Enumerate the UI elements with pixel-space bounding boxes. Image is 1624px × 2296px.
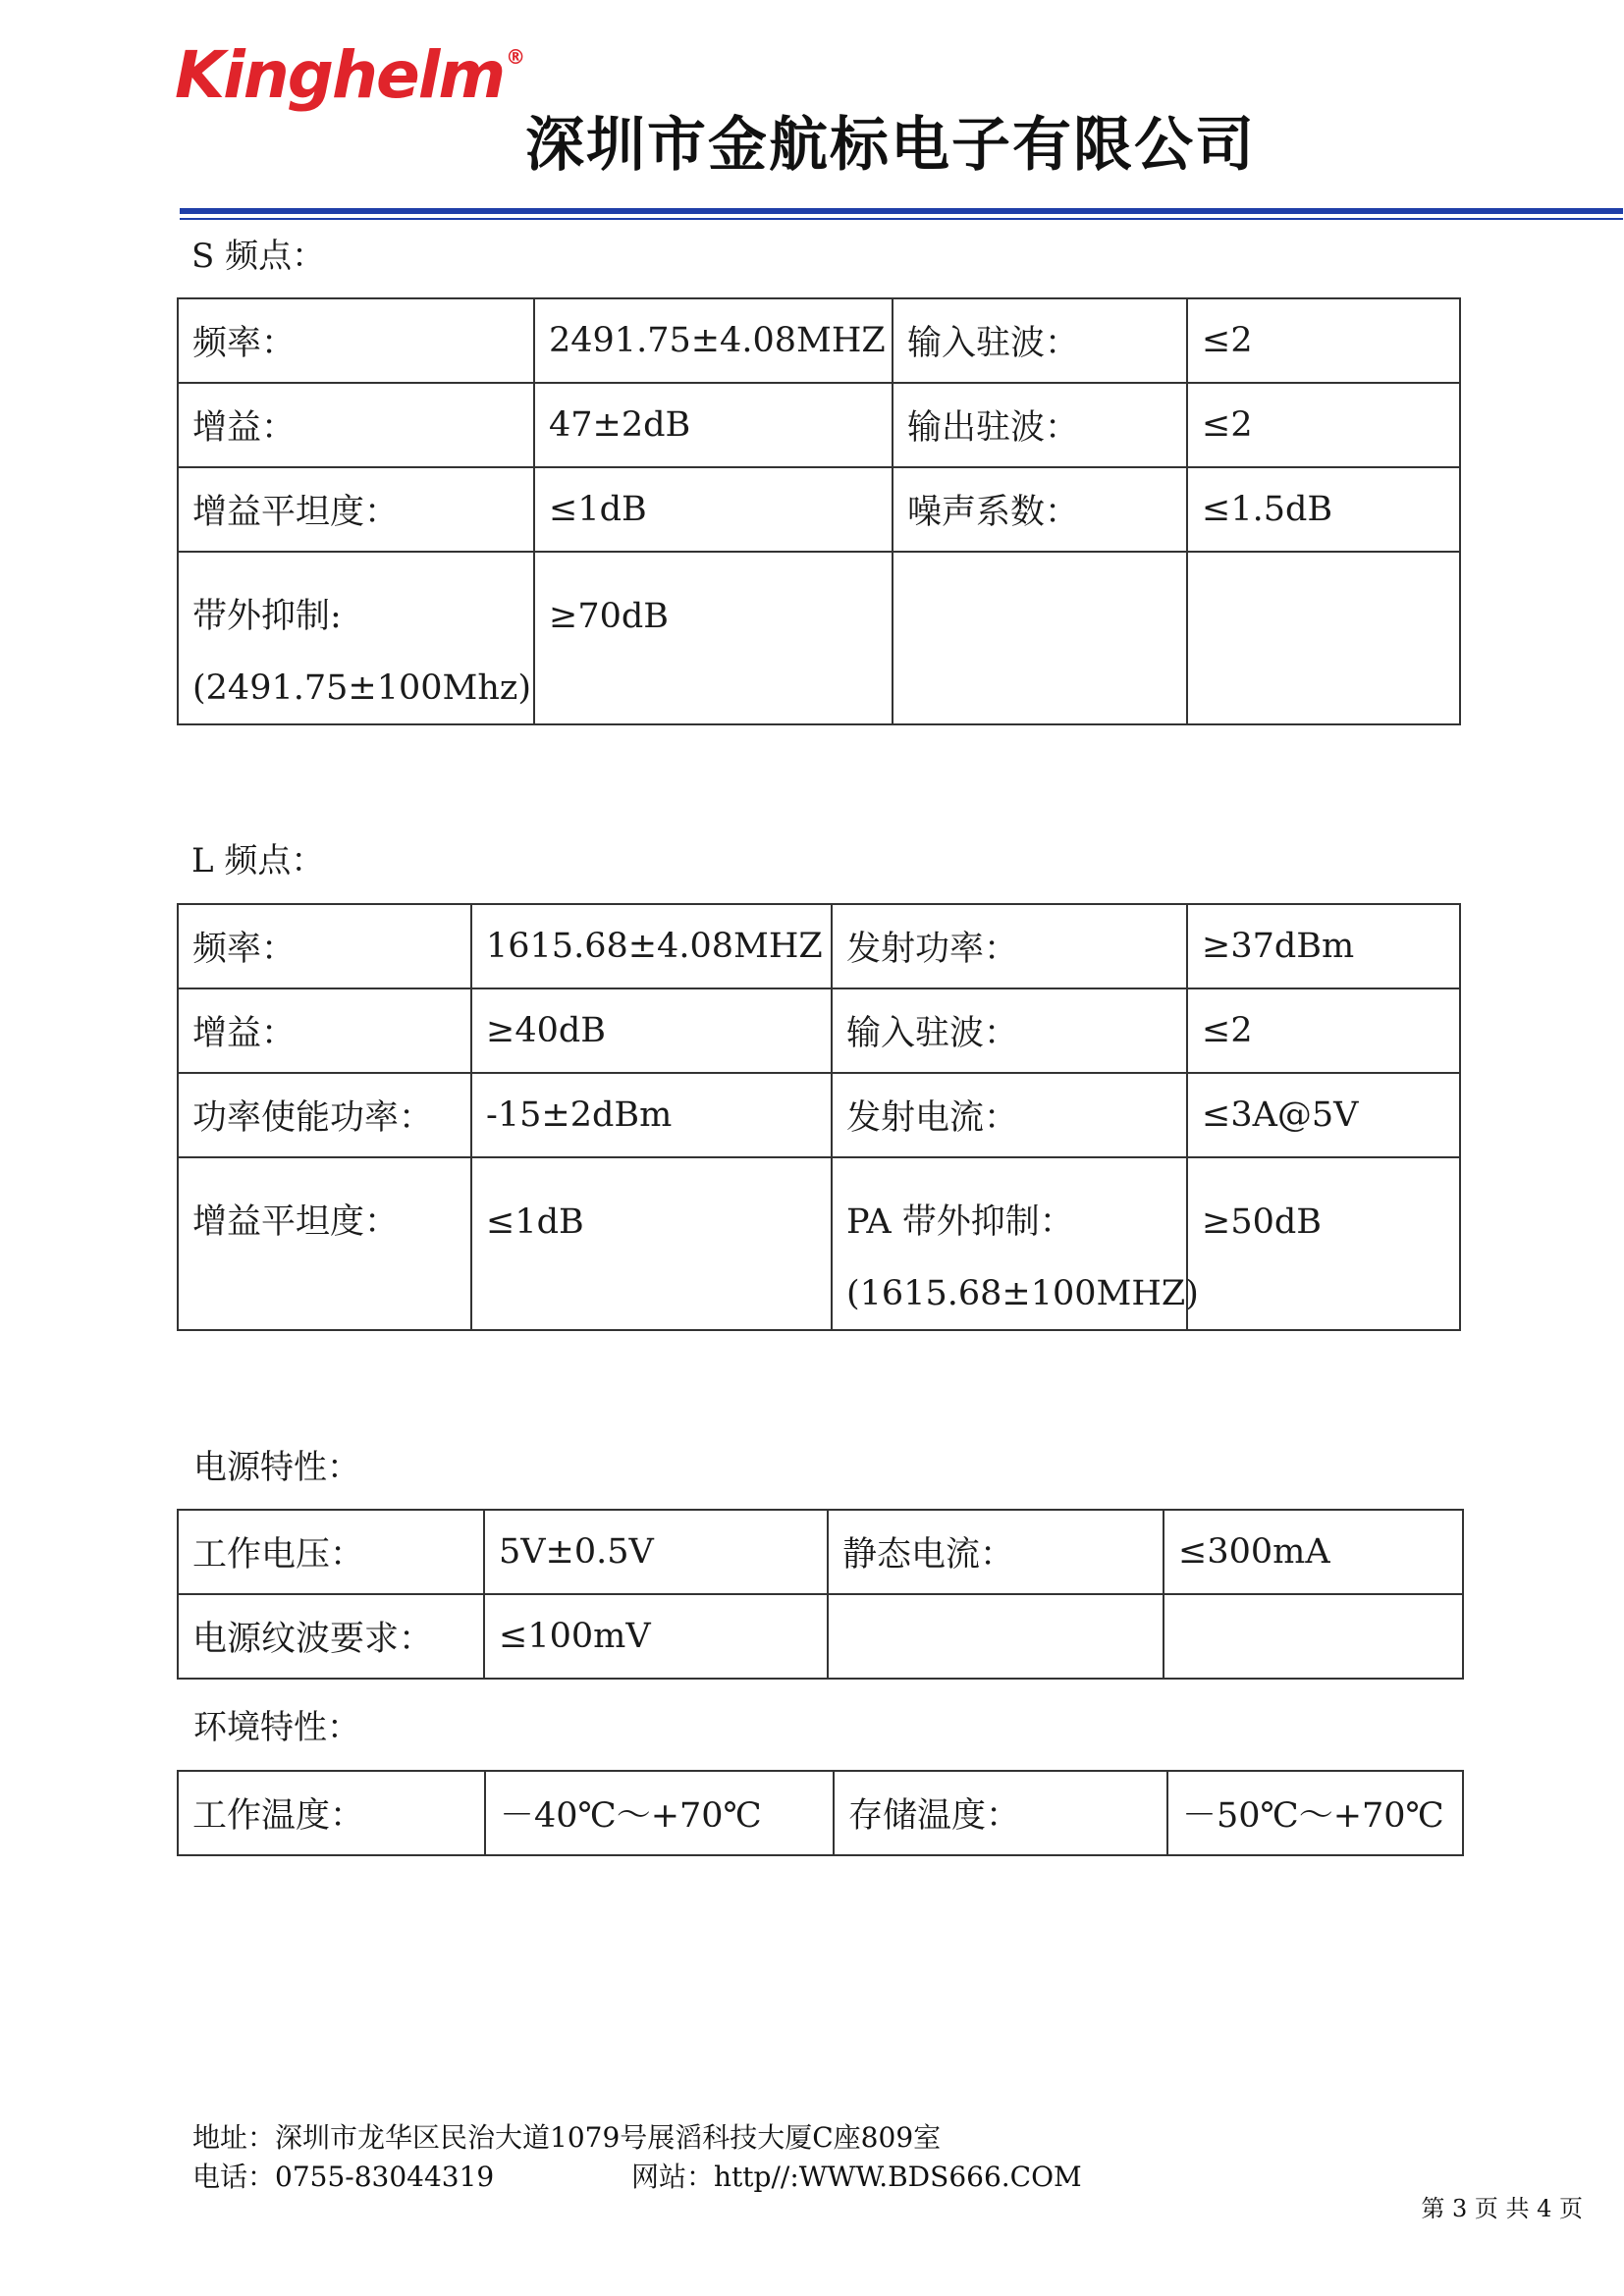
spec-value: ≥70dB (534, 552, 893, 724)
s-band-title: S 频点： (191, 237, 326, 276)
spec-value: ≤1.5dB (1187, 467, 1460, 552)
spec-value: ≤2 (1187, 988, 1460, 1073)
table-row (178, 1771, 1463, 1855)
table-row (178, 904, 1460, 988)
spec-label: 增益平坦度： (178, 1157, 471, 1330)
spec-label: 增益： (178, 383, 534, 467)
spec-label: 工作电压： (178, 1510, 484, 1594)
spec-label: 输出驻波： (893, 383, 1187, 467)
empty-cell (893, 552, 1187, 724)
spec-value: 2491.75±4.08MHZ (534, 298, 893, 383)
table-row (178, 1073, 1460, 1157)
spec-label: 增益平坦度： (178, 467, 534, 552)
spec-label: 工作温度： (178, 1771, 485, 1855)
power-title: 电源特性： (193, 1448, 360, 1487)
spec-value: －40℃～+70℃ (485, 1771, 834, 1855)
table-row (178, 467, 1460, 552)
kinghelm-logo: Kinghelm ® (175, 37, 524, 113)
environment-table (177, 1770, 1464, 1856)
spec-label: 输入驻波： (832, 988, 1187, 1073)
header-divider-thin (180, 218, 1623, 220)
spec-label: 发射功率： (832, 904, 1187, 988)
spec-value: ≤300mA (1164, 1510, 1463, 1594)
footer-address: 地址：深圳市龙华区民治大道1079号展滔科技大厦C座809室 (192, 2121, 942, 2154)
l-band-title: L 频点： (191, 841, 325, 881)
table-row (178, 298, 1460, 383)
company-name: 深圳市金航标电子有限公司 (525, 111, 1256, 180)
spec-value: -15±2dBm (471, 1073, 832, 1157)
spec-value: 47±2dB (534, 383, 893, 467)
spec-label: 频率： (178, 904, 471, 988)
spec-label: 带外抑制: (2491.75±100Mhz) (178, 552, 534, 724)
spec-value: ≤2 (1187, 298, 1460, 383)
spec-value: ≤2 (1187, 383, 1460, 467)
spec-value: ≤1dB (534, 467, 893, 552)
spec-label: 电源纹波要求： (178, 1594, 484, 1679)
table-row (178, 1594, 1463, 1679)
empty-cell (1164, 1594, 1463, 1679)
spec-value: ≥50dB (1187, 1157, 1460, 1330)
spec-label: 静态电流： (828, 1510, 1164, 1594)
spec-label: PA 带外抑制： (1615.68±100MHZ) (832, 1157, 1187, 1330)
spec-value: ≤100mV (484, 1594, 828, 1679)
spec-value: ≥37dBm (1187, 904, 1460, 988)
spec-value: 1615.68±4.08MHZ (471, 904, 832, 988)
spec-label: 存储温度： (834, 1771, 1167, 1855)
header-divider (180, 208, 1623, 214)
l-band-table (177, 903, 1461, 1331)
empty-cell (828, 1594, 1164, 1679)
spec-value: ≤1dB (471, 1157, 832, 1330)
spec-label: 噪声系数： (893, 467, 1187, 552)
s-band-table (177, 297, 1461, 725)
spec-value: ≤3A@5V (1187, 1073, 1460, 1157)
table-row (178, 988, 1460, 1073)
power-table (177, 1509, 1464, 1680)
spec-label: 增益： (178, 988, 471, 1073)
page-number: 第 3 页 共 4 页 (1421, 2195, 1583, 2222)
table-row (178, 383, 1460, 467)
spec-value: ≥40dB (471, 988, 832, 1073)
environment-title: 环境特性： (193, 1708, 360, 1747)
spec-label: 输入驻波： (893, 298, 1187, 383)
footer-website: 网站：http//:WWW.BDS666.COM (631, 2161, 1082, 2193)
spec-value: －50℃～+70℃ (1167, 1771, 1463, 1855)
table-row (178, 1510, 1463, 1594)
footer-phone: 电话：0755-83044319 (192, 2161, 495, 2193)
spec-label: 频率： (178, 298, 534, 383)
spec-label: 发射电流： (832, 1073, 1187, 1157)
table-row (178, 1157, 1460, 1330)
spec-label: 功率使能功率： (178, 1073, 471, 1157)
empty-cell (1187, 552, 1460, 724)
table-row (178, 552, 1460, 724)
spec-value: 5V±0.5V (484, 1510, 828, 1594)
